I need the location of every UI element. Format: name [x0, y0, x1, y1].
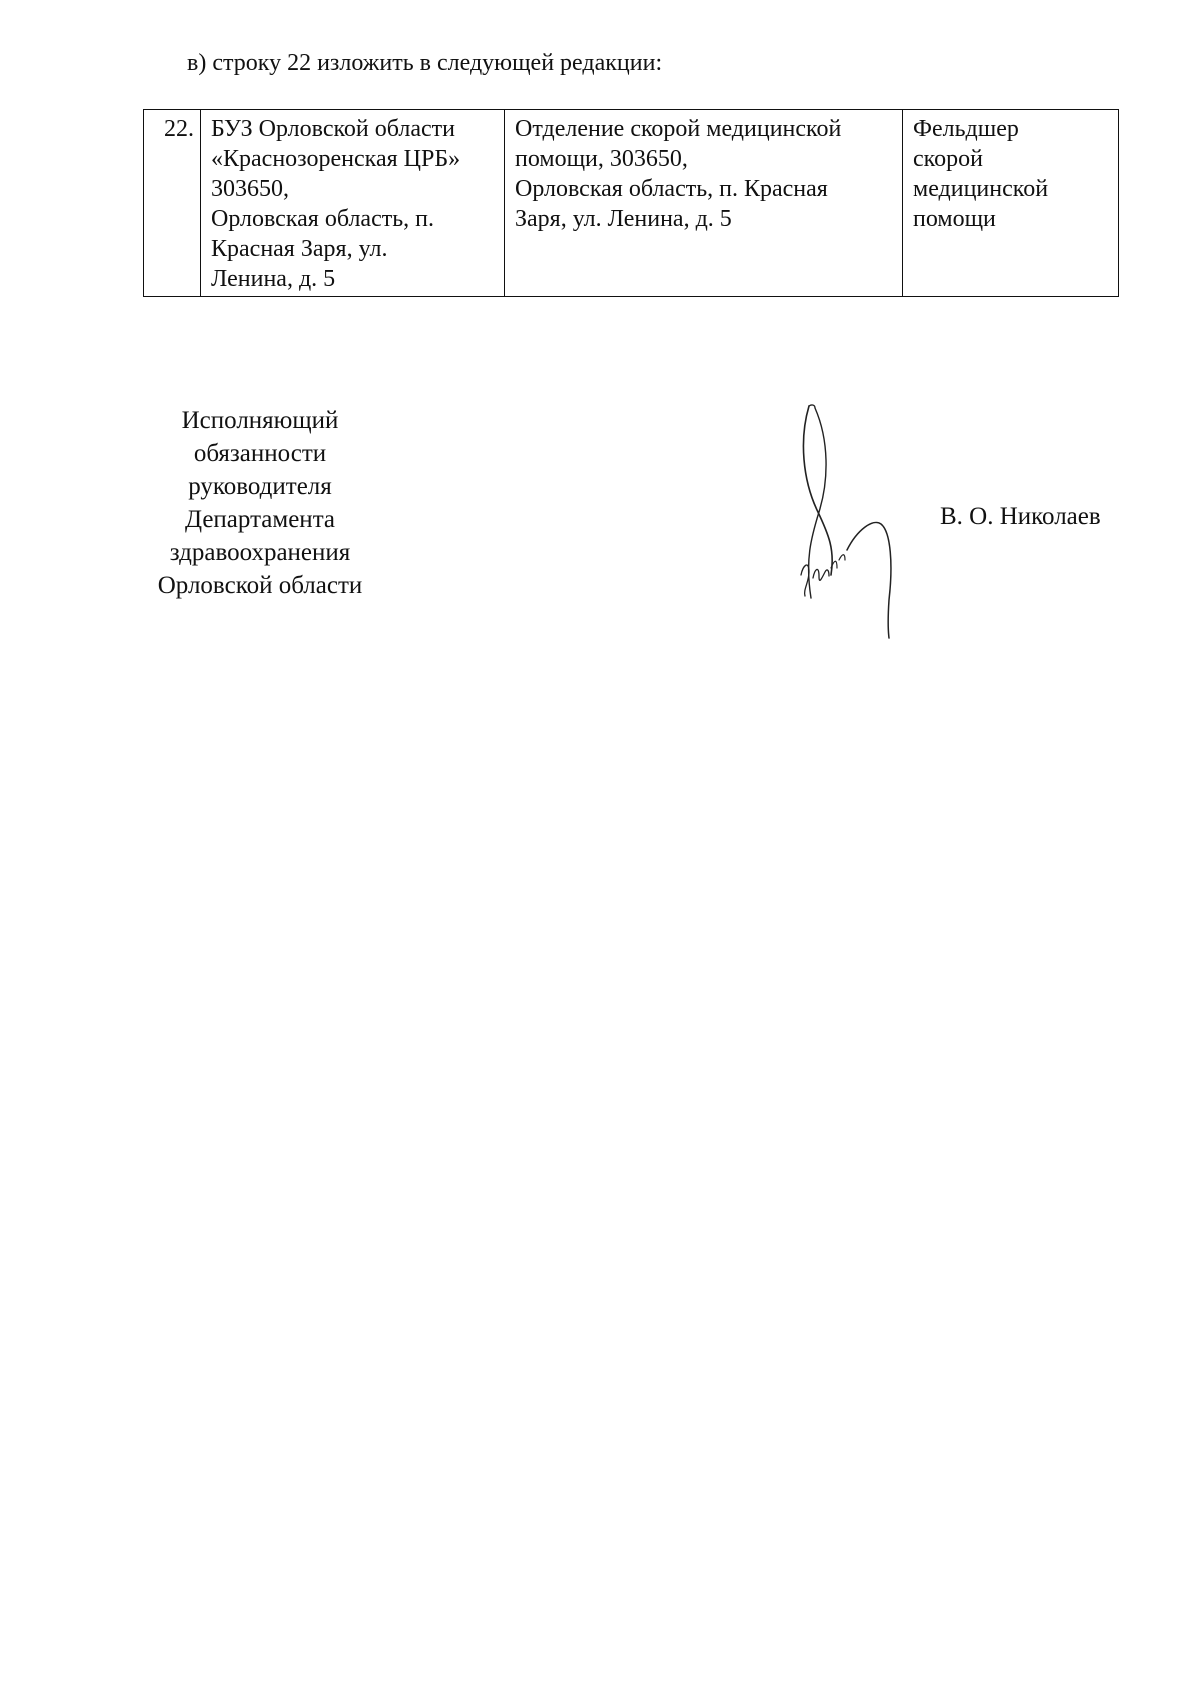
position-cell — [903, 110, 1119, 297]
organization-line: БУЗ Орловской области — [211, 116, 455, 142]
signatory-title-line: здравоохранения — [169, 539, 351, 566]
signatory-title-line: руководителя — [188, 473, 332, 500]
signatory-title-line: Департамента — [184, 506, 336, 533]
organization-line: «Краснозоренская ЦРБ» — [211, 146, 461, 172]
department-cell — [505, 110, 903, 297]
position-line: Фельдшер — [913, 116, 1019, 142]
department-line: Отделение скорой медицинской — [515, 116, 842, 142]
signatory-title-line: Орловской области — [157, 572, 363, 599]
position-line: помощи — [913, 206, 996, 232]
table-row — [144, 110, 1119, 297]
department-line: помощи, 303650, — [515, 146, 688, 172]
organization-line: Орловская область, п. — [211, 206, 434, 232]
department-line: Заря, ул. Ленина, д. 5 — [515, 206, 732, 232]
position-line: медицинской — [913, 176, 1049, 202]
position-line: скорой — [913, 146, 983, 172]
signatory-title-line: обязанности — [193, 440, 327, 467]
amendment-table — [143, 109, 1119, 297]
organization-line: 303650, — [211, 176, 289, 202]
organization-cell — [201, 110, 505, 297]
signatory-title — [140, 404, 380, 602]
organization-line: Красная Заря, ул. — [211, 236, 388, 262]
row-number: 22. — [144, 110, 201, 297]
intro-text: в) строку 22 изложить в следующей редакции: — [187, 50, 663, 76]
signature-scribble — [795, 400, 935, 640]
signer-name: В. О. Николаев — [940, 503, 1101, 530]
department-line: Орловская область, п. Красная — [515, 176, 828, 202]
signatory-title-line: Исполняющий — [181, 407, 339, 434]
organization-line: Ленина, д. 5 — [211, 266, 336, 292]
